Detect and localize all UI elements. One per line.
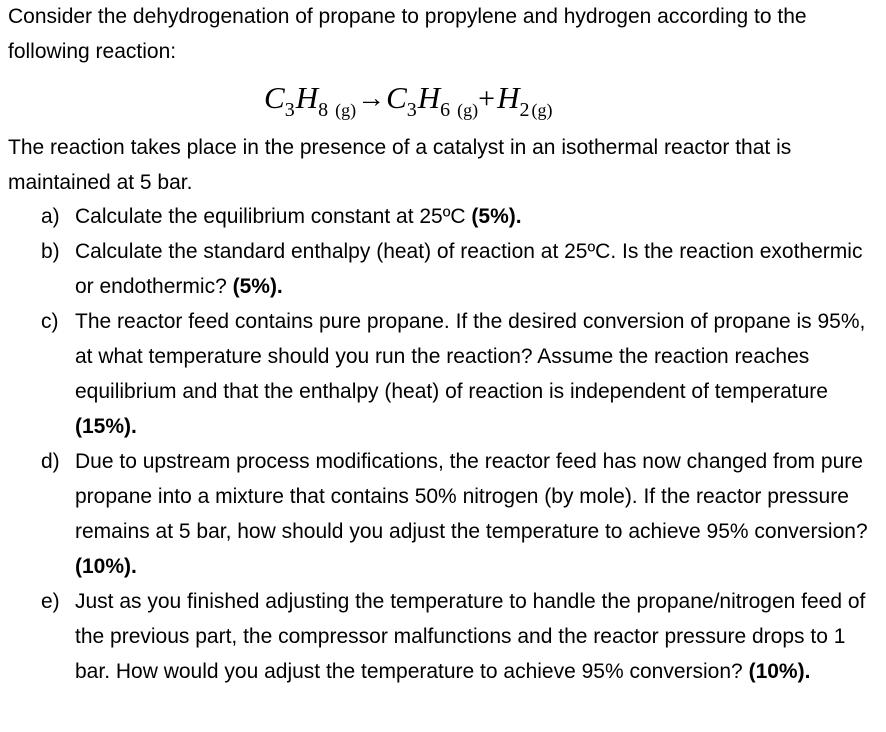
product2-phase: (g) (531, 100, 553, 120)
question-part-a (0, 199, 883, 234)
part-weight: (5%). (232, 275, 283, 298)
part-text: Calculate the equilibrium constant at 25ºC (75, 205, 466, 228)
reactant-phase: (g) (335, 100, 357, 120)
part-marker: b) (41, 240, 60, 263)
product-hydrogen (497, 80, 531, 121)
reaction-arrow: → (357, 83, 386, 114)
part-text: Due to upstream process modifications, the reactor feed has now changed from pure propane into a mixture that contains 50% nitrogen (by mole). If the reactor pressure remains at 5 bar, how should you adjust the temperature to achieve 95% conversion? (75, 450, 868, 543)
product-propylene (386, 80, 452, 121)
question-part-b (0, 234, 883, 304)
part-marker: d) (41, 450, 60, 473)
part-text: The reactor feed contains pure propane. If the desired conversion of propane is 95%, at what temperature should you run the reaction? Assume the reaction reaches equilibrium and that the enthalpy (heat) of reaction is independent of temperature (75, 310, 866, 403)
product1-phase: (g) (457, 100, 479, 120)
part-text: Just as you finished adjusting the temperature to handle the propane/nitrogen feed of the previous part, the compressor malfunctions and the reactor pressure drops to 1 bar. How would you adjust the temperature to achieve 95% conversion? (75, 590, 866, 683)
product2-h-symbol: H (497, 80, 521, 115)
product2-h-subscript: 2 (519, 99, 531, 121)
reactant-c-subscript: 3 (284, 99, 296, 121)
product1-c-subscript: 3 (406, 99, 418, 121)
part-text: Calculate the standard enthalpy (heat) of reaction at 25ºC. Is the reaction exothermic or endothermic? (75, 240, 863, 298)
reactant-propane (264, 80, 330, 121)
part-weight: (15%). (75, 415, 137, 438)
part-marker: a) (41, 205, 60, 228)
product1-h-symbol: H (417, 80, 442, 115)
reactant-c-symbol: C (264, 80, 286, 115)
part-marker: c) (41, 310, 59, 333)
plus-sign: + (478, 82, 496, 115)
part-weight: (5%). (471, 205, 522, 228)
part-weight: (10%). (75, 555, 137, 578)
question-part-e (0, 584, 883, 689)
reactant-h-symbol: H (295, 80, 320, 115)
question-parts-list (0, 199, 886, 689)
reactant-h-subscript: 8 (318, 99, 330, 121)
question-part-c (0, 304, 883, 444)
part-marker: e) (41, 590, 60, 613)
setting-paragraph: The reaction takes place in the presence of a catalyst in an isothermal reactor that is maintained at 5 bar. (8, 136, 792, 194)
product1-c-symbol: C (386, 80, 408, 115)
reaction-equation (264, 78, 552, 124)
intro-paragraph: Consider the dehydrogenation of propane to propylene and hydrogen according to the following reaction: (8, 5, 807, 63)
question-part-d (0, 444, 883, 584)
part-weight: (10%). (748, 660, 811, 683)
product1-h-subscript: 6 (440, 99, 452, 121)
